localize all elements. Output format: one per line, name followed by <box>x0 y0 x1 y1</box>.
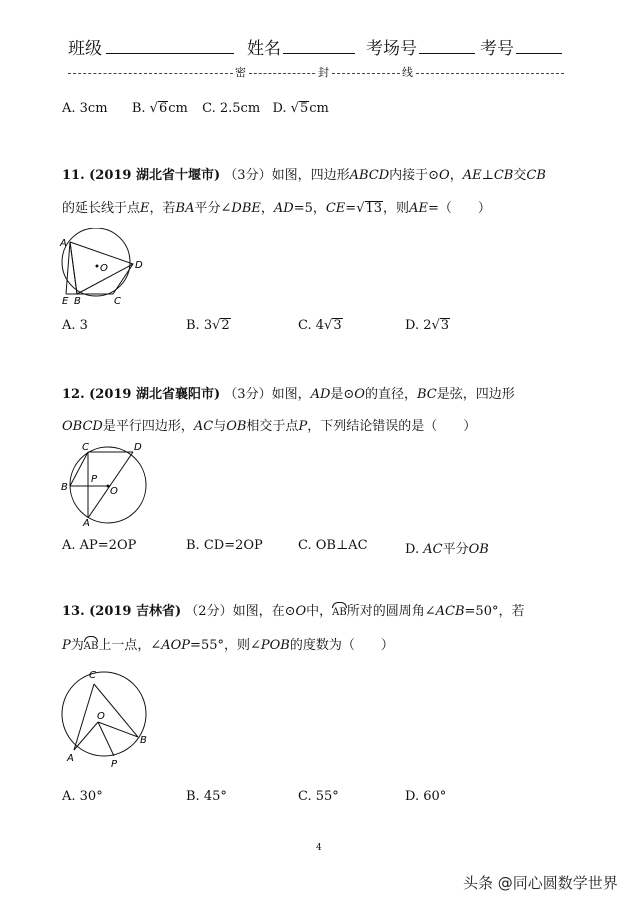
q12-fig-label-b: B <box>61 482 68 493</box>
q13-option-b: B. 45° <box>186 789 227 804</box>
q13-option-d: D. 60° <box>405 789 447 804</box>
q13-fig-label-o: O <box>97 711 105 722</box>
q12-option-a: A. AP=2OP <box>62 538 137 553</box>
q13-figure <box>56 664 156 774</box>
q13-number: 13. (2019 吉林省) <box>62 604 182 619</box>
name-blank[interactable] <box>283 38 355 54</box>
q11-line1: 11. (2019 湖北省十堰市) （3分）如图，四边形ABCD内接于⊙O，AE⊥CB交CB <box>62 168 546 183</box>
q12-fig-label-c: C <box>82 442 89 453</box>
q12-option-c: C. OB⊥AC <box>298 538 368 553</box>
q13-fig-label-a: A <box>67 753 74 764</box>
watermark: 头条 @同心圆数学世界 <box>463 874 618 892</box>
name-label: 姓名 <box>247 39 281 59</box>
seal-char-2: 封 <box>318 66 329 79</box>
q13-option-c: C. 55° <box>298 789 339 804</box>
q12-fig-label-a: A <box>83 518 90 529</box>
q13-fig-label-c: C <box>89 670 96 681</box>
q13-fig-label-p: P <box>111 759 118 770</box>
page-number: 4 <box>316 843 322 853</box>
q10-options <box>62 101 329 116</box>
header-id <box>480 34 562 59</box>
q11-fig-label-d: D <box>135 260 143 271</box>
q11-number: 11. (2019 湖北省十堰市) <box>62 168 221 183</box>
header-name <box>247 34 355 59</box>
q12-line1: 12. (2019 湖北省襄阳市) （3分）如图，AD是⊙O的直径，BC是弦，四边形 <box>62 387 515 402</box>
q13-arc-ab: AB <box>332 605 347 621</box>
q11-line2: 的延长线于点E，若BA平分∠DBE，AD=5，CE=√13，则AE=（ ） <box>62 201 491 216</box>
q12-number: 12. (2019 湖北省襄阳市) <box>62 387 221 402</box>
q11-fig-label-b: B <box>74 296 81 306</box>
seal-line-seg1 <box>68 73 233 74</box>
q10-option-a: A. 3cm <box>62 101 108 116</box>
seal-line-seg2 <box>249 73 315 74</box>
q11-fig-label-c: C <box>114 296 121 306</box>
q10-option-b: B. √6cm <box>131 101 188 116</box>
room-label: 考场号 <box>366 39 417 59</box>
q11-option-b: B. 3√2 <box>186 318 230 333</box>
q12-fig-label-o: O <box>110 486 118 497</box>
q13-option-a: A. 30° <box>62 789 103 804</box>
q12-fig-label-p: P <box>91 474 98 485</box>
q10-option-c: C. 2.5cm <box>202 101 261 116</box>
q10-option-d: D. √5cm <box>272 101 329 116</box>
q13-line2: P为AB上一点，∠AOP=55°，则∠POB的度数为（ ） <box>62 638 394 653</box>
seal-char-1: 密 <box>235 66 246 79</box>
q11-fig-label-a: A <box>60 238 67 249</box>
class-blank[interactable] <box>106 38 234 54</box>
id-blank[interactable] <box>516 38 562 54</box>
q11-fig-label-o: O <box>100 263 108 274</box>
q12-option-d: D. AC平分OB <box>405 542 489 557</box>
header-room <box>366 34 475 59</box>
seal-char-3: 线 <box>402 66 413 79</box>
class-label: 班级 <box>68 39 102 59</box>
q13-arc-ab2: AB <box>84 639 99 655</box>
seal-line-seg3 <box>332 73 400 74</box>
q12-line2: OBCD是平行四边形，AC与OB相交于点P，下列结论错误的是（ ） <box>62 419 477 434</box>
room-blank[interactable] <box>419 38 475 54</box>
q12-fig-label-d: D <box>134 442 142 453</box>
q12-option-b: B. CD=2OP <box>186 538 263 553</box>
q11-option-c: C. 4√3 <box>298 318 342 333</box>
header-class <box>68 34 234 59</box>
q12-figure <box>56 440 152 530</box>
q11-option-d: D. 2√3 <box>405 318 450 333</box>
seal-line-seg4 <box>416 73 564 74</box>
q13-line1: 13. (2019 吉林省) （2分）如图，在⊙O中，AB所对的圆周角∠ACB=50°，若 <box>62 604 525 619</box>
q13-fig-label-b: B <box>140 735 147 746</box>
q11-figure <box>56 228 156 306</box>
id-label: 考号 <box>480 39 514 59</box>
q11-fig-label-e: E <box>62 296 69 306</box>
q11-option-a: A. 3 <box>62 318 88 333</box>
